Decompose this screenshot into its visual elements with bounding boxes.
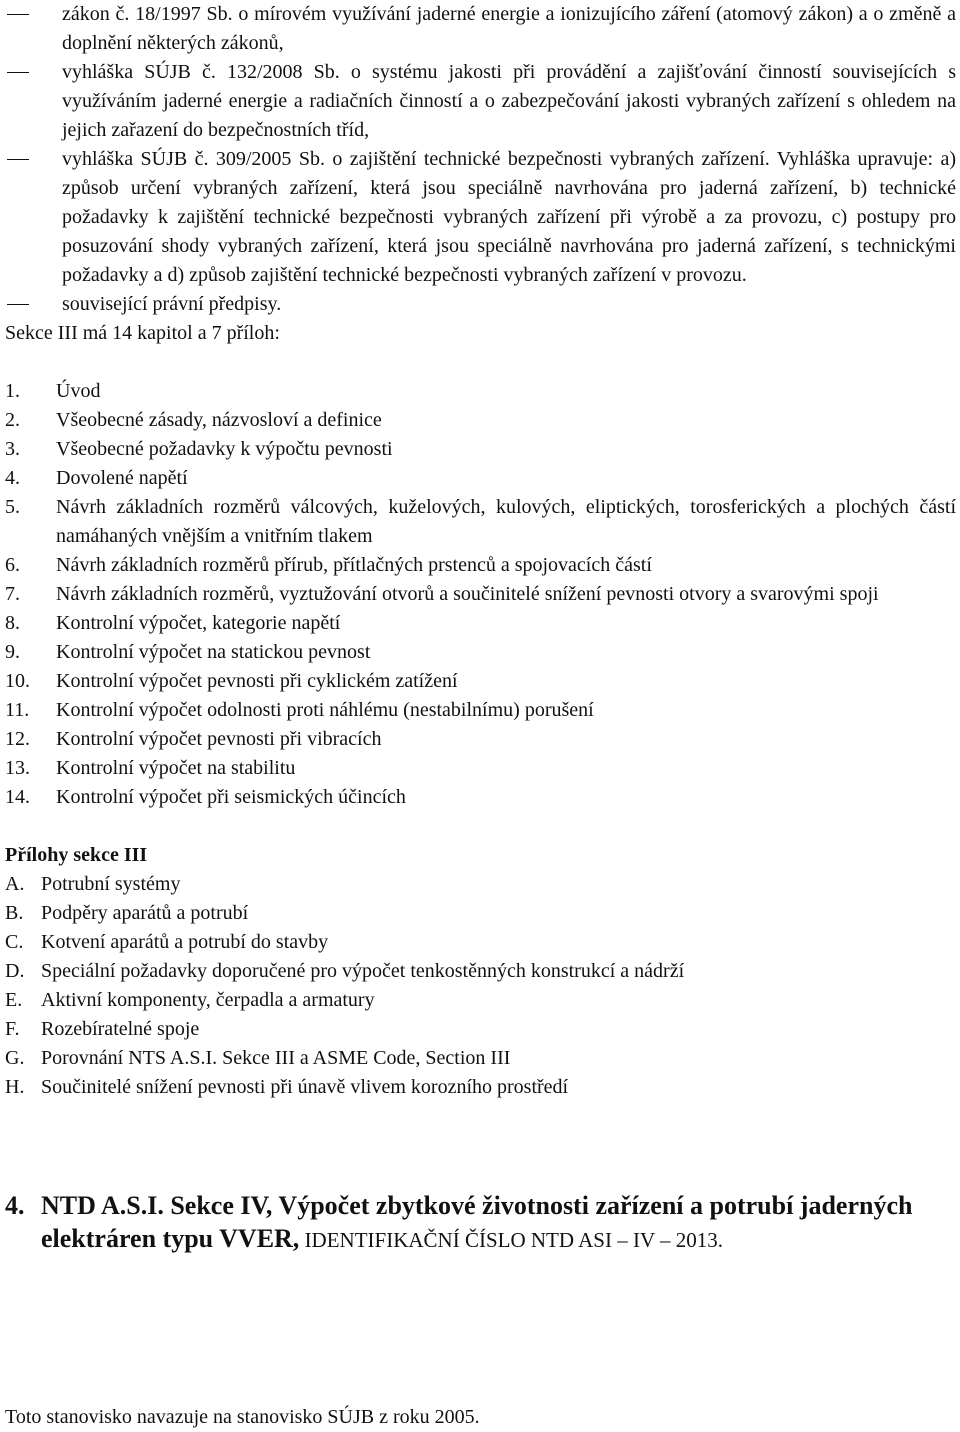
- chapter-number: 6.: [5, 554, 20, 576]
- appendix-item: [5, 1044, 956, 1073]
- appendix-letter: H.: [5, 1076, 25, 1098]
- list-item: [5, 290, 956, 319]
- chapter-title: Návrh základních rozměrů válcových, kuželových, kulových, eliptických, torosferických a plochých částí namáhaných vnějším a vnitřním tlakem: [56, 496, 956, 547]
- appendix-text: Aktivní komponenty, čerpadla a armatury: [41, 989, 375, 1011]
- appendix-letter: C.: [5, 931, 24, 953]
- list-item: [5, 58, 956, 145]
- chapter-item: [5, 609, 956, 638]
- chapter-item: [5, 667, 956, 696]
- spacer: [5, 1102, 956, 1131]
- chapter-item: [5, 725, 956, 754]
- chapter-title: Kontrolní výpočet pevnosti při vibracích: [56, 728, 382, 750]
- appendix-text: Potrubní systémy: [41, 873, 181, 895]
- list-item-text: zákon č. 18/1997 Sb. o mírovém využívání jaderné energie a ionizujícího záření (atomový zákon) a o změně a doplnění některých zákonů,: [62, 3, 956, 54]
- appendix-item: [5, 1015, 956, 1044]
- appendix-item: [5, 870, 956, 899]
- chapter-number: 1.: [5, 380, 20, 402]
- dash-bullet: [5, 145, 62, 174]
- chapter-title: Kontrolní výpočet, kategorie napětí: [56, 612, 341, 634]
- chapter-number: 5.: [5, 496, 20, 518]
- heading-identifier: IDENTIFIKAČNÍ ČÍSLO NTD ASI – IV – 2013.: [299, 1228, 723, 1252]
- list-item-text: vyhláška SÚJB č. 132/2008 Sb. o systému jakosti při provádění a zajišťování činností souvisejících s využíváním jaderné energie a radiačních činností a o zabezpečování jakosti vybraných zařízení s ohledem na jejich zařazení do bezpečnostních tříd,: [62, 61, 956, 141]
- chapter-title: Všeobecné zásady, názvosloví a definice: [56, 409, 382, 431]
- list-item: [5, 0, 956, 58]
- chapter-title: Úvod: [56, 380, 101, 402]
- chapter-item: [5, 464, 956, 493]
- chapter-title: Dovolené napětí: [56, 467, 188, 489]
- chapter-title: Návrh základních rozměrů, vyztužování otvorů a součinitelé snížení pevnosti otvory a svarovými spoji: [56, 583, 879, 605]
- heading-bold-text: NTD A.S.I. Sekce IV, Výpočet zbytkové životnosti zařízení a potrubí jaderných elektráren typu VVER,: [41, 1191, 913, 1253]
- chapter-item: [5, 754, 956, 783]
- list-item: [5, 145, 956, 290]
- spacer: [5, 348, 956, 377]
- appendix-text: Podpěry aparátů a potrubí: [41, 902, 249, 924]
- appendix-text: Kotvení aparátů a potrubí do stavby: [41, 931, 329, 953]
- chapter-item: [5, 551, 956, 580]
- appendix-text: Speciální požadavky doporučené pro výpočet tenkostěnných konstrukcí a nádrží: [41, 960, 685, 982]
- chapter-number: 14.: [5, 786, 30, 808]
- chapter-item: [5, 493, 956, 551]
- chapter-number: 7.: [5, 583, 20, 605]
- chapter-number: 13.: [5, 757, 30, 779]
- chapter-item: [5, 638, 956, 667]
- appendix-letter: B.: [5, 902, 24, 924]
- chapter-title: Kontrolní výpočet na stabilitu: [56, 757, 296, 779]
- appendix-letter: A.: [5, 873, 25, 895]
- appendix-item: [5, 928, 956, 957]
- chapter-title: Návrh základních rozměrů přírub, přítlačných prstenců a spojovacích částí: [56, 554, 652, 576]
- spacer: [5, 812, 956, 841]
- chapter-number: 3.: [5, 438, 20, 460]
- appendix-text: Porovnání NTS A.S.I. Sekce III a ASME Code, Section III: [41, 1047, 511, 1069]
- chapter-title: Kontrolní výpočet pevnosti při cyklickém zatížení: [56, 670, 458, 692]
- appendix-item: [5, 899, 956, 928]
- chapter-item: [5, 377, 956, 406]
- chapter-title: Kontrolní výpočet při seismických účincích: [56, 786, 406, 808]
- dash-bullet: [5, 58, 62, 87]
- chapter-number: 2.: [5, 409, 20, 431]
- appendix-list: [5, 870, 956, 1102]
- appendix-item: [5, 1073, 956, 1102]
- list-item-text: související právní předpisy.: [62, 293, 282, 315]
- spacer: [5, 1160, 956, 1189]
- appendix-title: Přílohy sekce III: [5, 844, 148, 866]
- chapter-title: Kontrolní výpočet na statickou pevnost: [56, 641, 371, 663]
- heading-text: [41, 1189, 956, 1257]
- section-intro: Sekce III má 14 kapitol a 7 příloh:: [5, 322, 280, 344]
- chapter-number: 4.: [5, 467, 20, 489]
- appendix-letter: E.: [5, 989, 23, 1011]
- appendix-text: Součinitelé snížení pevnosti při únavě vlivem korozního prostředí: [41, 1076, 569, 1098]
- chapter-title: Kontrolní výpočet odolnosti proti náhlému (nestabilnímu) porušení: [56, 699, 594, 721]
- chapter-number: 8.: [5, 612, 20, 634]
- chapter-item: [5, 580, 956, 609]
- chapter-item: [5, 783, 956, 812]
- chapter-list: [5, 377, 956, 812]
- chapter-item: [5, 406, 956, 435]
- heading-number: 4.: [5, 1191, 25, 1220]
- chapter-number: 10.: [5, 670, 30, 692]
- chapter-number: 9.: [5, 641, 20, 663]
- appendix-letter: D.: [5, 960, 25, 982]
- appendix-item: [5, 957, 956, 986]
- section-heading: [5, 1189, 956, 1257]
- appendix-item: [5, 986, 956, 1015]
- appendix-text: Rozebíratelné spoje: [41, 1018, 200, 1040]
- appendix-letter: F.: [5, 1018, 20, 1040]
- dash-bullet: [5, 290, 62, 319]
- appendix-letter: G.: [5, 1047, 25, 1069]
- dash-bullet: [5, 0, 62, 29]
- chapter-number: 12.: [5, 728, 30, 750]
- spacer: [5, 1131, 956, 1160]
- chapter-title: Všeobecné požadavky k výpočtu pevnosti: [56, 438, 393, 460]
- chapter-number: 11.: [5, 699, 30, 721]
- chapter-item: [5, 435, 956, 464]
- footer-note: Toto stanovisko navazuje na stanovisko SÚJB z roku 2005.: [5, 1406, 480, 1428]
- chapter-item: [5, 696, 956, 725]
- list-item-text: vyhláška SÚJB č. 309/2005 Sb. o zajištění technické bezpečnosti vybraných zařízení. Vyhláška upravuje: a) způsob určení vybraných zařízení, která jsou speciálně navrhována pro jaderná zařízení, b) technické požadavky k zajištění technické bezpečnosti vybraných zařízení při výrobě a za provozu, c) postupy pro posuzování shody vybraných zařízení, která jsou speciálně navrhována pro jaderná zařízení, s technickými požadavky a d) způsob zajištění technické bezpečnosti vybraných zařízení v provozu.: [62, 148, 956, 286]
